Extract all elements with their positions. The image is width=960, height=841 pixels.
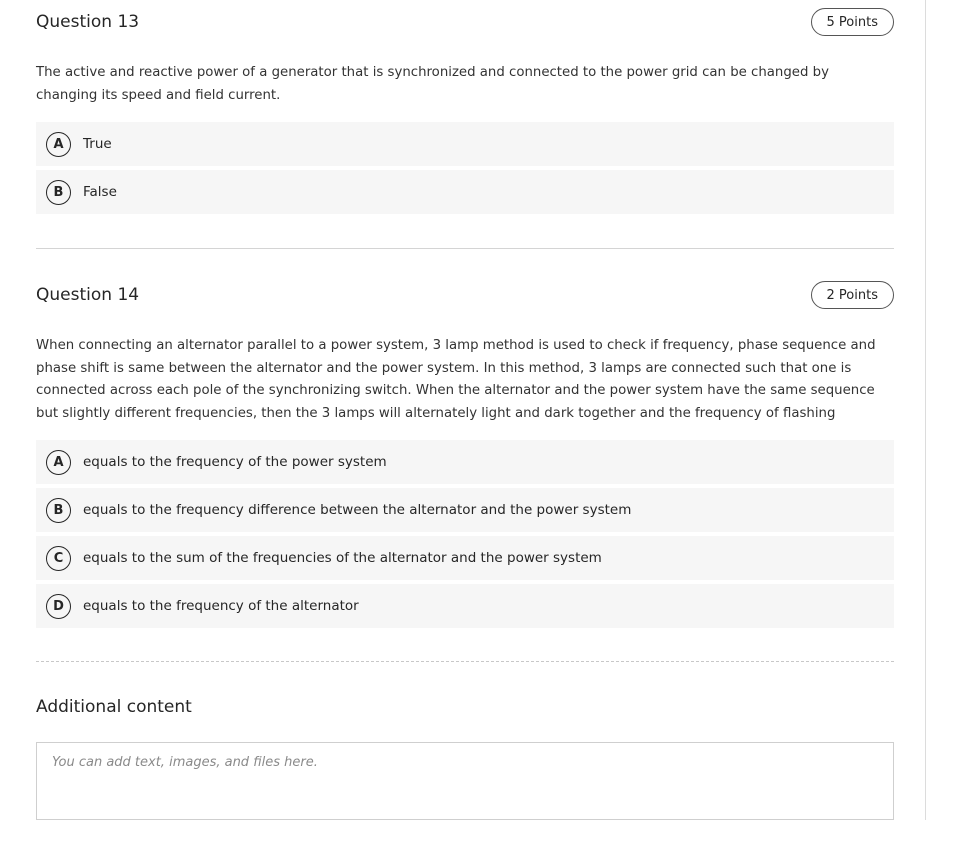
option-letter-a: A bbox=[46, 132, 71, 157]
option-label: equals to the frequency of the power system bbox=[83, 454, 387, 470]
question-14-option-a[interactable] bbox=[36, 440, 894, 484]
additional-content-editor[interactable] bbox=[36, 742, 894, 820]
question-14-points-badge: 2 Points bbox=[811, 281, 894, 309]
question-14-title: Question 14 bbox=[36, 285, 140, 305]
right-border-line bbox=[925, 0, 926, 820]
option-label: equals to the frequency of the alternator bbox=[83, 598, 359, 614]
question-13-option-a[interactable] bbox=[36, 122, 894, 166]
question-13-points-badge: 5 Points bbox=[811, 8, 894, 36]
additional-content-title: Additional content bbox=[36, 697, 192, 717]
option-label: equals to the sum of the frequencies of the alternator and the power system bbox=[83, 550, 602, 566]
option-letter-b: B bbox=[46, 498, 71, 523]
option-letter-b: B bbox=[46, 180, 71, 205]
question-13-text: The active and reactive power of a generator that is synchronized and connected to the power grid can be changed by changing its speed and field current. bbox=[36, 65, 829, 103]
question-divider bbox=[36, 248, 894, 249]
option-label: True bbox=[83, 136, 112, 152]
question-13-option-b[interactable] bbox=[36, 170, 894, 214]
question-14-option-b[interactable] bbox=[36, 488, 894, 532]
section-divider-dashed bbox=[36, 661, 894, 662]
option-letter-c: C bbox=[46, 546, 71, 571]
question-14-option-c[interactable] bbox=[36, 536, 894, 580]
question-14-text: When connecting an alternator parallel to a power system, 3 lamp method is used to check if frequency, phase sequence and phase shift is same between the alternator and the power system. In this method, 3 lamps are connected such that one is connected across each pole of the synchronizing switch. When the alternator and the power system have the same sequence but slightly different frequencies, then the 3 lamps will alternately light and dark together and the frequency of flashing bbox=[36, 338, 876, 421]
question-14-header bbox=[36, 281, 894, 321]
question-13-header bbox=[36, 8, 894, 48]
option-letter-d: D bbox=[46, 594, 71, 619]
question-14-option-d[interactable] bbox=[36, 584, 894, 628]
option-label: equals to the frequency difference between the alternator and the power system bbox=[83, 502, 632, 518]
option-label: False bbox=[83, 184, 117, 200]
additional-content-placeholder: You can add text, images, and files here. bbox=[52, 755, 318, 770]
option-letter-a: A bbox=[46, 450, 71, 475]
question-13-title: Question 13 bbox=[36, 12, 140, 32]
